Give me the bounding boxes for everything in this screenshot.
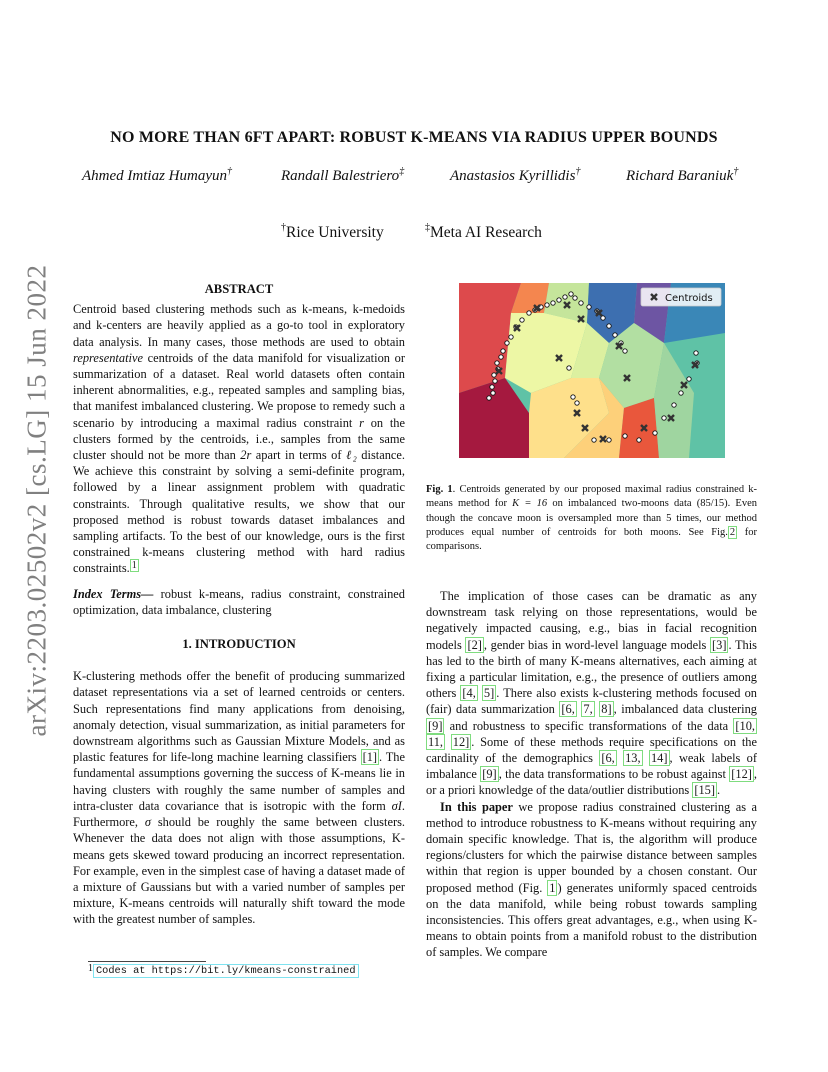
data-point [563,295,567,299]
data-point [579,301,583,305]
footnote-rule [88,961,206,962]
body-paragraph: The implication of those cases can be dramatic as any downstream task relying on those representations, would be negatively impacted causing, e.g., bias in facial recognition models [2] , gender bias in word-level language models [3] . This has led to the birth of many K-means alternatives, each aiming at fixing a particular limitation, e.g., the presence of outliers among others [4, 5] . There also exists k-clustering methods focused on (fair) data summarization [6, 7, 8] , imbalanced data clustering [9] and robustness to specific transformations of the data [10, 11, 12] . Some of these methods require specifications on the cardinality of the demographics [6, 13, 14] , weak labels of imbalance [9] , the data transformations to be robust against [12] , or a priori knowledge of the data/outlier distributions [15] . [426,589,758,798]
intro-paragraph: K-clustering methods offer the benefit of producing summarized dataset representations via a set of learned centroids or centers. Such representations find many applications from denoising, anomaly detection, visual summarization, as initial parameters for downstream algorithms such as Gaussian Mixture Models, and as plastic features for life-long machine learning classifiers [1] . The fundamental assumptions governing the success of K-means lie in having clusters with roughly the same number of samples and intra-cluster data covariance that is isotropic with the form σI. Furthermore, σ should be roughly the same between clusters. Whenever the data does not align with those assumptions, K-means gets skewed toward producing an incorrect representation. For example, even in the simplest case of having a dataset made of a mixture of Gaussians but with a varied number of samples per mixture, K-means centroids will naturally shift toward the mode with the greatest number of samples. [73,669,405,927]
data-point [501,349,505,353]
citation-link[interactable]: [15] [694,783,715,798]
citation-link[interactable]: 5] [483,686,495,701]
data-point [687,377,691,381]
data-point [607,438,611,442]
data-point [575,401,579,405]
affiliation-name: Rice University [286,224,384,241]
data-point [551,301,555,305]
citation-link[interactable]: [3] [712,637,727,652]
data-point [637,438,641,442]
author-name: Anastasios Kyrillidis [450,168,576,184]
affiliation [281,224,384,242]
figure-link[interactable]: 1 [549,880,556,895]
citation-link[interactable]: [12] [731,767,752,782]
affiliation-mark: † [281,222,286,233]
author [450,168,580,185]
data-point [505,341,509,345]
citation-link[interactable]: 14] [650,751,668,766]
citation-link[interactable]: [2] [467,637,482,652]
data-point [499,355,503,359]
citation-link[interactable]: [6, [601,751,615,766]
citation-link[interactable]: 12] [452,734,470,749]
data-point [487,396,491,400]
data-point [509,335,513,339]
abstract-text: Centroid based clustering methods such as k-means, k-medoids and k-centers are heavily applied as a go-to tool in exploratory data analysis. In many cases, those methods are used to obtain representative centroids of the data manifold for visualization or summarization of a dataset. Real world datasets often contain inherent abnormalities, e.g., repeated samples and sampling bias, that manifest imbalanced clustering. We propose to remedy such a scenario by introducing a maximal radius constraint r on the clusters formed by the centroids, i.e., samples from the same cluster should not be more than 2r apart in terms of ℓ₂ distance. We achieve this constraint by solving a semi-definite program, followed by a linear assignment problem with quadratic constraints. Through qualitative results, we show that our proposed method is robust towards dataset imbalances and sampling artifacts. To the best of our knowledge, ours is the first constrained k-means clustering method with hard radius constraints. $^1$ [73,302,406,576]
affiliation-mark: ‡ [425,222,430,233]
paper-title: NO MORE THAN 6FT APART: ROBUST K-MEANS VIA RADIUS UPPER BOUNDS [110,129,718,146]
left-column [73,281,405,928]
author-mark: † [733,166,739,177]
data-point [567,366,571,370]
author-mark: † [226,166,232,177]
author-name: Randall Balestriero [281,168,400,184]
data-point [573,296,577,300]
arxiv-stamp [21,264,52,736]
figure-caption: Fig. 1. Centroids generated by our proposed maximal radius constrained k-means method for K = 16 on imbalanced two-moons data (85/15). Even though the concave moon is oversampled more than 5 times, our method produces equal number of centroids for both moons. See Fig. 2 for comparisons. [426,484,758,553]
citation-link[interactable]: 7, [583,702,593,717]
data-point [694,351,698,355]
intro-heading: 1. INTRODUCTION [182,637,296,652]
legend-label: Centroids [665,293,713,304]
author [82,168,232,185]
data-point [490,385,494,389]
author-name: Richard Baraniuk [626,168,734,184]
citation-link[interactable]: [4, [462,686,476,701]
data-point [653,431,657,435]
data-point [623,349,627,353]
data-point [545,303,549,307]
data-point [623,434,627,438]
data-point [679,391,683,395]
data-point [672,403,676,407]
citation-link[interactable]: [9] [482,767,497,782]
author [281,168,404,185]
author-mark: ‡ [399,166,405,177]
data-point [662,416,666,420]
data-point [569,292,573,296]
data-point [592,438,596,442]
body-paragraph: In this paper we propose radius constrained clustering as a method to introduce robustness to K-means without requiring any domain specific knowledge. That is, the algorithm will produce regions/clusters for which the pairwise distance between samples within that region is upper bounded by a chosen constant. Our proposed method (Fig. 1 ) generates uniformly spaced centroids on the data manifold, while being robust towards sampling inconsistencies. This offers great advantages, e.g., when using K-means to obtain points from a manifold robust to the distribution of samples. We compare [426,799,757,960]
data-point [493,379,497,383]
footnote: $^1$ Codes at https://bit.ly/kmeans-constrained [88,965,359,977]
author-name: Ahmed Imtiaz Humayun [82,168,227,184]
author-list [0,168,828,192]
citation-link[interactable]: [9] [428,718,443,733]
right-column [426,588,757,961]
affiliation [425,224,542,242]
figure-1 [459,283,725,458]
citation-link[interactable]: 8] [601,702,612,717]
figure-link[interactable]: 2 [729,526,736,538]
abstract-heading: ABSTRACT [204,282,274,296]
data-point [491,391,495,395]
citation-link[interactable]: [10, [735,718,755,733]
code-url-link[interactable]: Codes at https://bit.ly/kmeans-constrained [93,964,359,978]
data-point [607,324,611,328]
citation-link[interactable]: 11, [428,734,444,749]
author [626,168,738,185]
citation-link[interactable]: [1] [362,750,378,765]
footnote-link[interactable]: 1 [131,560,137,572]
citation-link[interactable]: 13, [625,751,641,766]
data-point [613,333,617,337]
data-point [587,305,591,309]
data-point [495,361,499,365]
data-point [571,395,575,399]
citation-link[interactable]: [6, [561,702,575,717]
arxiv-stamp-text: arXiv:2203.02502v2 [cs.LG] 15 Jun 2022 [21,264,52,736]
plot-legend [641,288,721,306]
author-mark: † [575,166,581,177]
data-point [557,298,561,302]
data-point [520,318,524,322]
voronoi-plot [459,283,725,458]
affiliation-name: Meta AI Research [430,224,542,241]
data-point [527,311,531,315]
index-terms: Index Terms— robust k-means, radius constraint, constrained optimization, data imbalance, clustering [73,586,405,617]
